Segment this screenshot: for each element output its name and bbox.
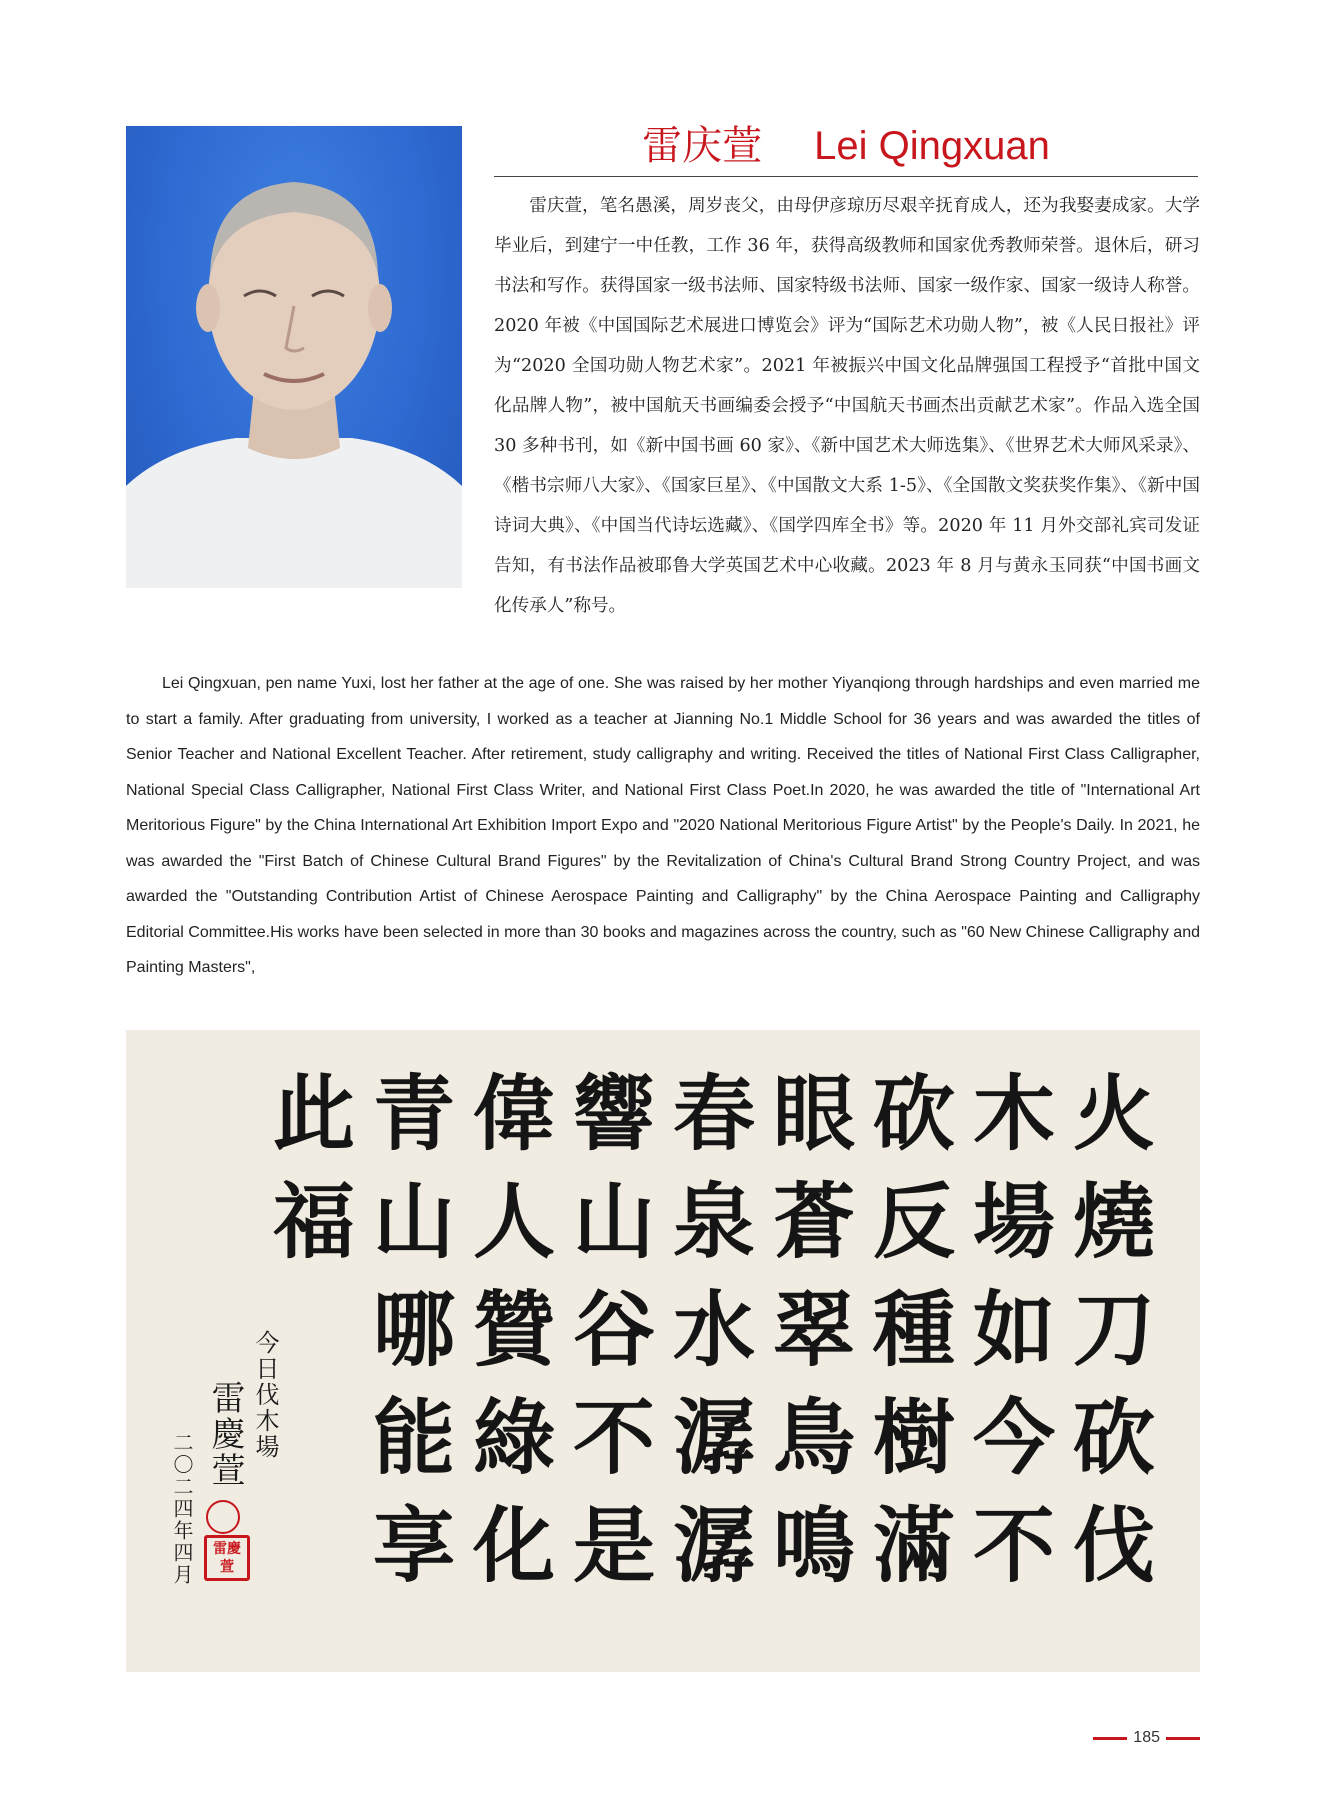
portrait-illustration [126,126,462,588]
inscription-date: 二〇二四年四月 [170,1432,194,1586]
bio-zh-paragraph: 雷庆萱，笔名愚溪，周岁丧父，由母伊彦琼历尽艰辛抚育成人，还为我娶妻成家。大学毕业后，到建宁一中任教，工作 36 年，获得高级教师和国家优秀教师荣誉。退休后，研习书法和写作。获得国家一级书法师、国家特级书法师、国家一级作家、国家一级诗人称誉。2020 年被《中国国际艺术展进口博览会》评为“国际艺术功勋人物”，被《人民日报社》评为“2020 全国功勋人物艺术家”。2021 年被振兴中国文化品牌强国工程授予“首批中国文化品牌人物”，被中国航天书画编委会授予“中国航天书画杰出贡献艺术家”。作品入选全国 30 多种书刊，如《新中国书画 60 家》、《新中国艺术大师选集》、《世界艺术大师风采录》、《楷书宗师八大家》、《国家巨星》、《中国散文大系 1-5》、《全国散文奖获奖作集》、《新中国诗词大典》、《中国当代诗坛选藏》、《国学四库全书》等。2020 年 11 月外交部礼宾司发证告知，有书法作品被耶鲁大学英国艺术中心收藏。2023 年 8 月与黄永玉同获“中国书画文化传承人”称号。 [494,196,1200,616]
calligraphy-character: 滿 [872,1498,955,1594]
calligraphy-character: 春 [672,1066,755,1162]
calligraphy-character: 能 [372,1390,455,1486]
calligraphy-character: 如 [972,1282,1055,1378]
calligraphy-character: 種 [872,1282,955,1378]
calligraphy-character: 刀 [1072,1282,1155,1378]
calligraphy-character: 水 [672,1282,755,1378]
calligraphy-character: 偉 [472,1066,555,1162]
calligraphy-column [364,1060,464,1600]
seal-character: 慶 [227,1541,241,1557]
page-number-value: 185 [1133,1729,1160,1746]
name-en: Lei Qingxuan [814,124,1050,168]
calligraphy-character: 翠 [772,1282,855,1378]
calligraphy-character: 火 [1072,1066,1155,1162]
calligraphy-character: 蒼 [772,1174,855,1270]
calligraphy-column [864,1060,964,1600]
calligraphy-column [564,1060,664,1600]
calligraphy-character: 哪 [372,1282,455,1378]
calligraphy-character: 青 [372,1066,455,1162]
page-number-bar-right [1166,1737,1200,1740]
calligraphy-character: 此 [272,1066,355,1162]
calligraphy-character: 贊 [472,1282,555,1378]
inscription-title: 今日伐木場 [251,1330,279,1460]
page-number-bar-left [1093,1737,1127,1740]
calligraphy-character: 潺 [672,1390,755,1486]
calligraphy-character: 砍 [872,1066,955,1162]
calligraphy-character: 享 [372,1498,455,1594]
calligraphy-character: 木 [972,1066,1055,1162]
calligraphy-character: 鳴 [772,1498,855,1594]
calligraphy-column [264,1060,364,1276]
calligraphy-character: 伐 [1072,1498,1155,1594]
calligraphy-character: 人 [472,1174,555,1270]
calligraphy-character: 不 [972,1498,1055,1594]
seal-character: 雷 [213,1541,227,1557]
calligraphy-character: 綠 [472,1390,555,1486]
calligraphy-character: 燒 [1072,1174,1155,1270]
calligraphy-column [1064,1060,1164,1600]
seal-mark-small [206,1500,240,1534]
calligraphy-column [964,1060,1064,1600]
calligraphy-character: 眼 [772,1066,855,1162]
calligraphy-character: 福 [272,1174,355,1270]
page-title [494,118,1198,174]
seal-character: 萱 [220,1559,234,1575]
calligraphy-character: 山 [572,1174,655,1270]
calligraphy-character: 砍 [1072,1390,1155,1486]
seal-stamp [204,1535,250,1581]
calligraphy-character: 是 [572,1498,655,1594]
page-number [1092,1724,1200,1752]
calligraphy-character: 谷 [572,1282,655,1378]
calligraphy-column [664,1060,764,1600]
name-zh: 雷庆萱 [642,123,763,169]
portrait-photo [126,126,462,588]
calligraphy-column [764,1060,864,1600]
calligraphy-character: 泉 [672,1174,755,1270]
calligraphy-character: 今 [972,1390,1055,1486]
calligraphy-character: 潺 [672,1498,755,1594]
title-divider [494,176,1198,177]
calligraphy-character: 樹 [872,1390,955,1486]
calligraphy-character: 化 [472,1498,555,1594]
inscription-author: 雷慶萱 [205,1380,245,1488]
calligraphy-artwork [126,1030,1200,1672]
calligraphy-character: 場 [972,1174,1055,1270]
calligraphy-column [464,1060,564,1600]
calligraphy-character: 不 [572,1390,655,1486]
bio-en-paragraph: Lei Qingxuan, pen name Yuxi, lost her father at the age of one. She was raised by her mother Yiyanqiong through hardships and even married me to start a family. After graduating from university, I worked as a teacher at Jianning No.1 Middle School for 36 years and was awarded the titles of Senior Teacher and National Excellent Teacher. After retirement, study calligraphy and writing. Received the titles of National First Class Calligrapher, National Special Class Calligrapher, National First Class Writer, and National First Class Poet.In 2020, he was awarded the title of "International Art Meritorious Figure" by the China International Art Exhibition Import Expo and "2020 National Meritorious Figure Artist" by the People's Daily. In 2021, he was awarded the "First Batch of Chinese Cultural Brand Figures" by the Revitalization of China's Cultural Brand Strong Country Project, and was awarded the "Outstanding Contribution Artist of Chinese Aerospace Painting and Calligraphy" by the China Aerospace Painting and Calligraphy Editorial Committee.His works have been selected in more than 30 books and magazines across the country, such as "60 New Chinese Calligraphy and Painting Masters", [126,675,1200,976]
calligraphy-character: 反 [872,1174,955,1270]
calligraphy-character: 響 [572,1066,655,1162]
calligraphy-character: 山 [372,1174,455,1270]
calligraphy-character: 鳥 [772,1390,855,1486]
